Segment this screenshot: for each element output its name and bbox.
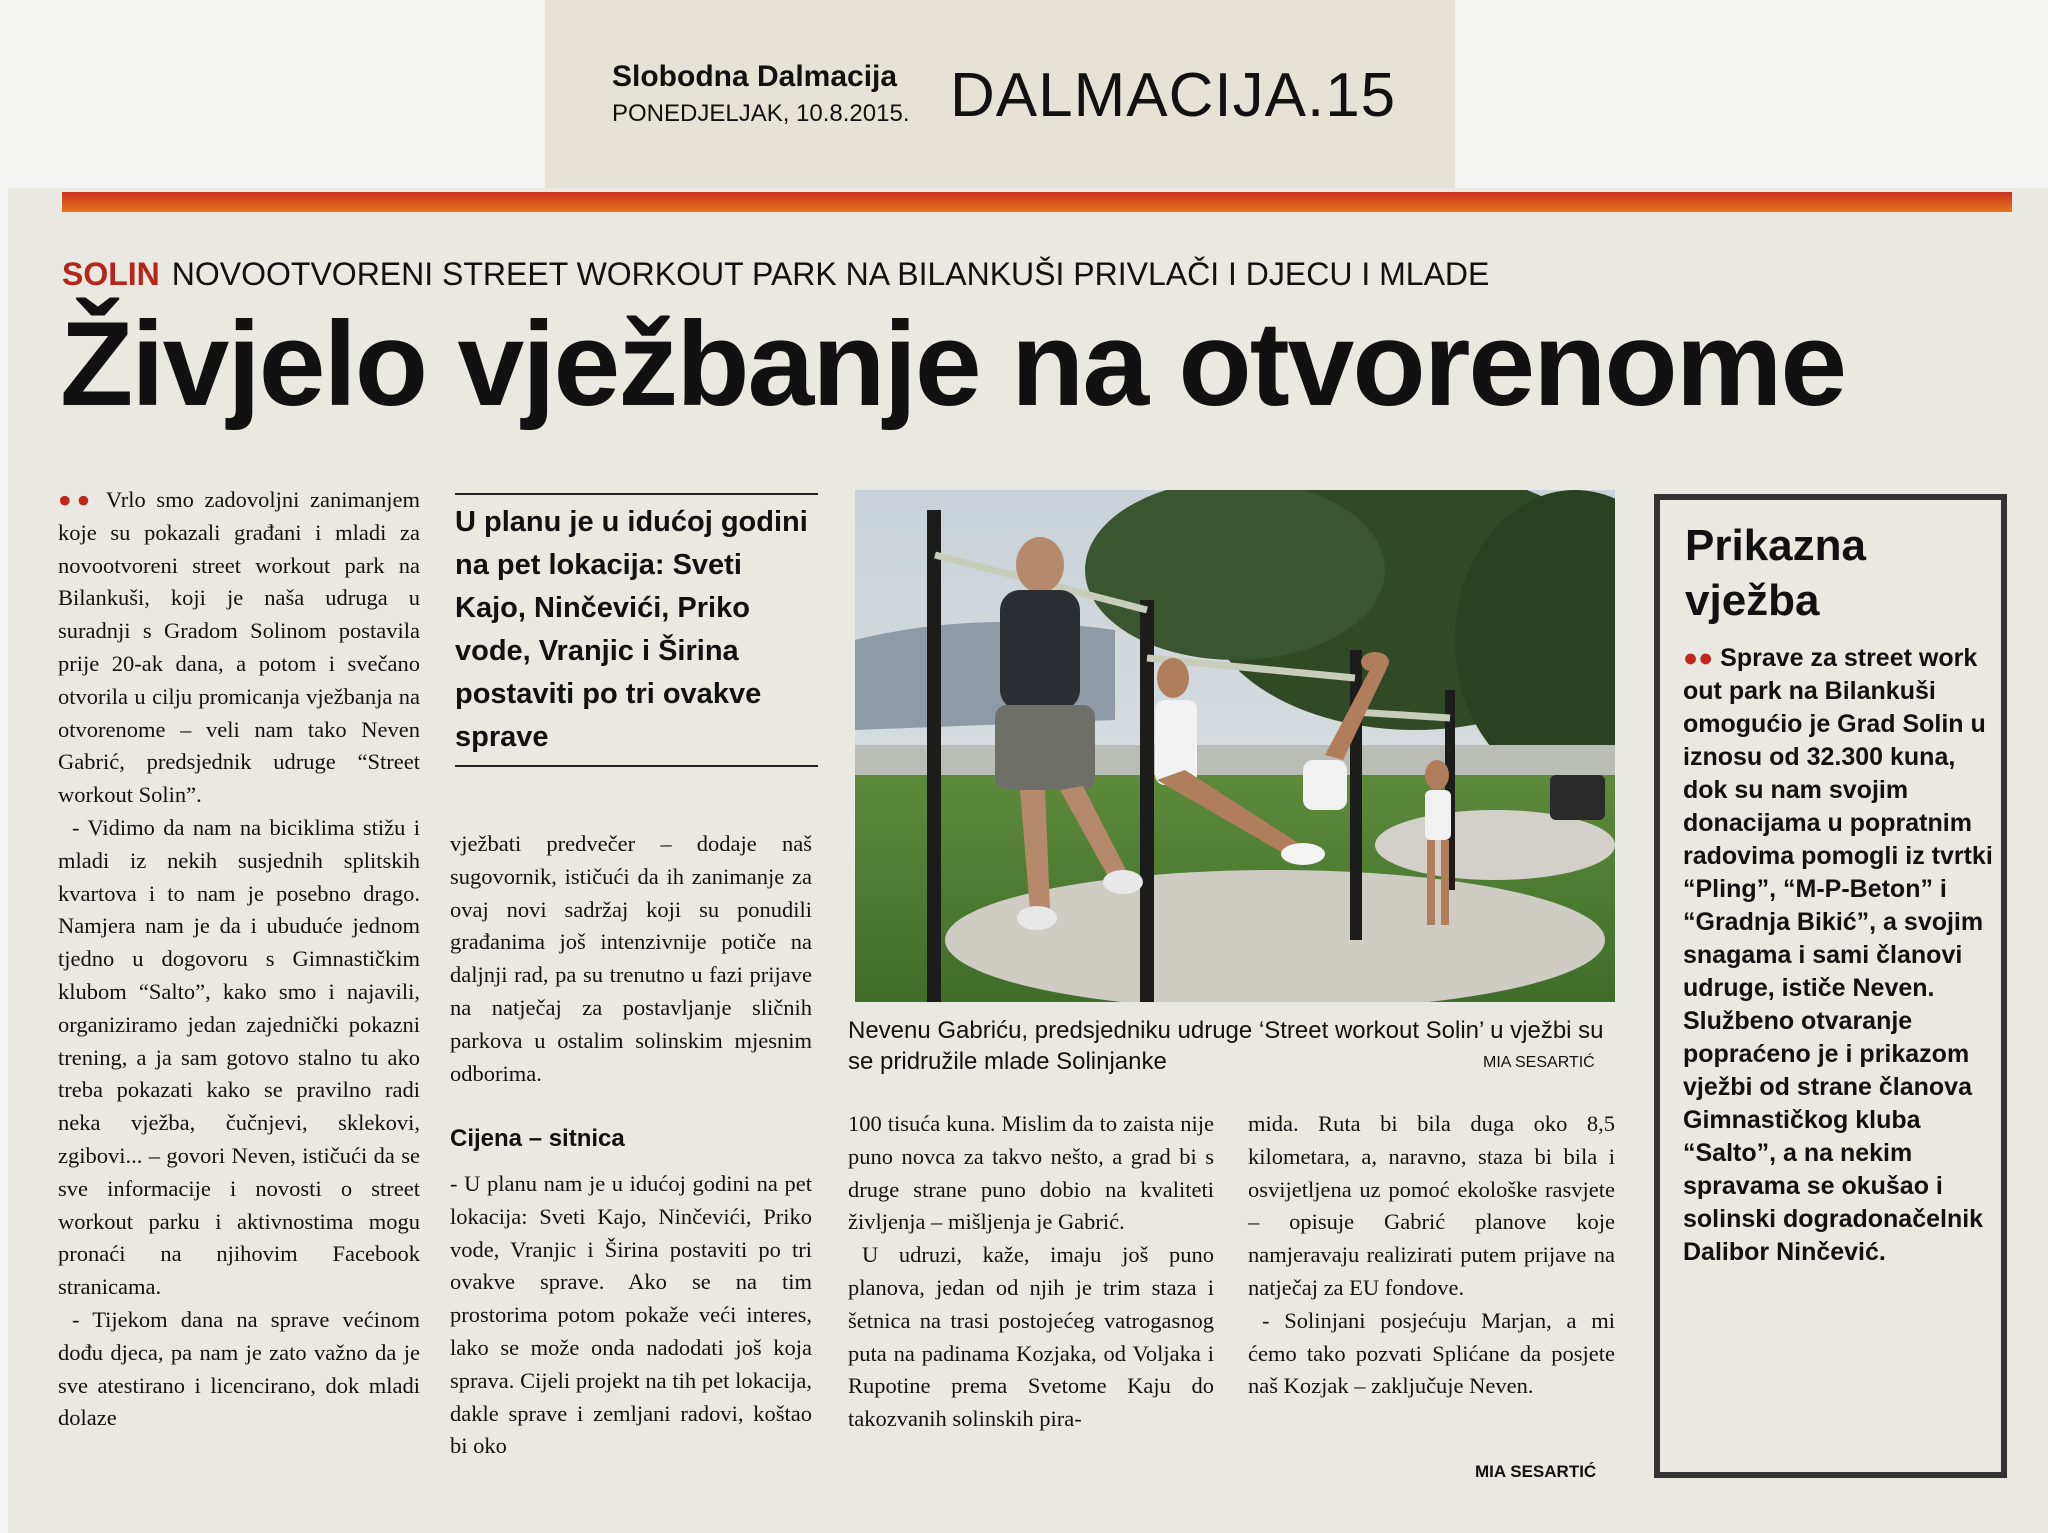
workout-photo: [855, 490, 1615, 1002]
headline: Živjelo vježbanje na otvorenome: [60, 297, 1846, 431]
article-column-4: [1248, 1108, 1615, 1403]
kicker: [62, 256, 1489, 293]
color-band: [62, 192, 2012, 212]
paragraph: - Tijekom dana na sprave većinom dođu djeca, pa nam je zato važno da je sve atestirano i licencirano, dok mladi dolaze: [58, 1306, 420, 1431]
bullet-dots-icon: ●●: [58, 487, 106, 512]
author-byline: MIA SESARTIĆ: [1475, 1462, 1597, 1481]
article-column-1: [58, 484, 420, 1435]
article-column-3: [848, 1108, 1214, 1436]
kicker-text: NOVOOTVORENI STREET WORKOUT PARK NA BILANKUŠI PRIVLAČI I DJECU I MLADE: [171, 256, 1490, 292]
paragraph: 100 tisuća kuna. Mislim da to zaista nije puno novca za takvo nešto, a grad bi s druge strane puno dobio na kvaliteti življenja – mišljenja je Gabrić.: [848, 1111, 1214, 1235]
paragraph: ●● Vrlo smo zadovoljni zanimanjem koje su pokazali građani i mladi za novootvoreni street workout park na Bilankuši, koji je naša udruga u suradnji s Gradom Solinom postavila prije 20-ak dana, a potom i svečano otvorila u cilju promicanja vježbanja na otvorenome – veli nam tako Neven Gabrić, predsjednik udruge “Street workout Solin”.: [58, 487, 421, 808]
paragraph: - Solinjani posjećuju Marjan, a mi ćemo tako pozvati Splićane da posjete naš Kozjak – zaključuje Neven.: [1248, 1307, 1615, 1399]
sidebar-title: Prikazna vježba: [1685, 521, 1866, 625]
photo-credit: MIA SESARTIĆ: [1483, 1054, 1595, 1071]
article-column-2b: [450, 1168, 812, 1463]
paragraph: U udruzi, kaže, imaju još puno planova, jedan od njih je trim staza i šetnica na trasi postojećeg vatrogasnog puta na padinama Kozjaka, od Voljaka i Rupotine prema Svetome Kaju do takozvanih solinskih pira-: [848, 1242, 1214, 1432]
article-column-2: [450, 828, 812, 1090]
section-page-label: DALMACIJA.15: [950, 61, 1397, 130]
paragraph: - U planu nam je u idućoj godini na pet lokacija: Sveti Kajo, Ninčevići, Priko vode, Vranjic i Širina postaviti po tri ovakve sprave. Ako se na tim prostorima potom pokaže veći interes, lako se može onda nadodati još koja sprava. Cijeli projekt na tih pet lokacija, dakle sprave i zemljani radovi, koštao bi oko: [450, 1171, 812, 1459]
newspaper-name: Slobodna Dalmacija: [612, 60, 898, 93]
issue-date: PONEDJELJAK, 10.8.2015.: [612, 100, 910, 127]
kicker-place: SOLIN: [62, 256, 160, 292]
pull-quote: U planu je u idućoj godini na pet lokacija: Sveti Kajo, Ninčevići, Priko vode, Vranjic i Širina postaviti po tri ovakve sprave: [455, 493, 818, 767]
paragraph: - Vidimo da nam na biciklima stižu i mladi iz nekih susjednih splitskih kvartova i to nam je posebno drago. Namjera nam je da i ubuduće jednom tjedno u dogovoru s Gimnastičkim klubom “Salto”, kako smo i najavili, organiziramo jedan zajednički pokazni trening, a ja sam gotovo stalno tu ako treba pokazati kako se pravilno radi neka vježba, čučnjevi, sklekovi, zgibovi... – govori Neven, ističući da se sve informacije i novosti o street workout parku i aktivnostima mogu pronaći na njihovim Facebook stranicama.: [58, 814, 420, 1300]
subheading: Cijena – sitnica: [450, 1125, 625, 1152]
paragraph: mida. Ruta bi bila duga oko 8,5 kilometara, a, naravno, staza bi bila i osvijetljena uz pomoć ekološke rasvjete – opisuje Gabrić planove koje namjeravaju realizirati putem prijave na natječaj za EU fondove.: [1248, 1111, 1615, 1300]
paragraph: vježbati predvečer – dodaje naš sugovornik, ističući da ih zanimanje za ovaj novi sadržaj koji su ponudili građanima još intenzivnije potiče na daljnji rad, pa su trenutno u fazi prijave na natječaj za postavljanje sličnih parkova u ostalim solinskim mjesnim odborima.: [450, 831, 812, 1086]
bullet-dots-icon: ●●: [1683, 644, 1721, 672]
sidebar-text: ●● Sprave za street work out park na Bilankuši omogućio je Grad Solin u iznosu od 32.300 kuna, dok su nam svojim donacijama u popratnim radovima pomogli iz tvrtki “Pling”, “M-P-Beton” i “Gradnja Bikić”, a svojim snagama i sami članovi udruge, ističe Neven. Službeno otvaranje popraćeno je i prikazom vježbi od strane članova Gimnastičkog kluba “Salto”, a na nekim spravama se okušao i solinski dogradonačelnik Dalibor Ninčević.: [1683, 644, 1993, 1266]
photo-caption: Nevenu Gabriću, predsjedniku udruge ‘Street workout Solin’ u vježbi su se pridružile mlade Solinjanke: [848, 1017, 1604, 1075]
